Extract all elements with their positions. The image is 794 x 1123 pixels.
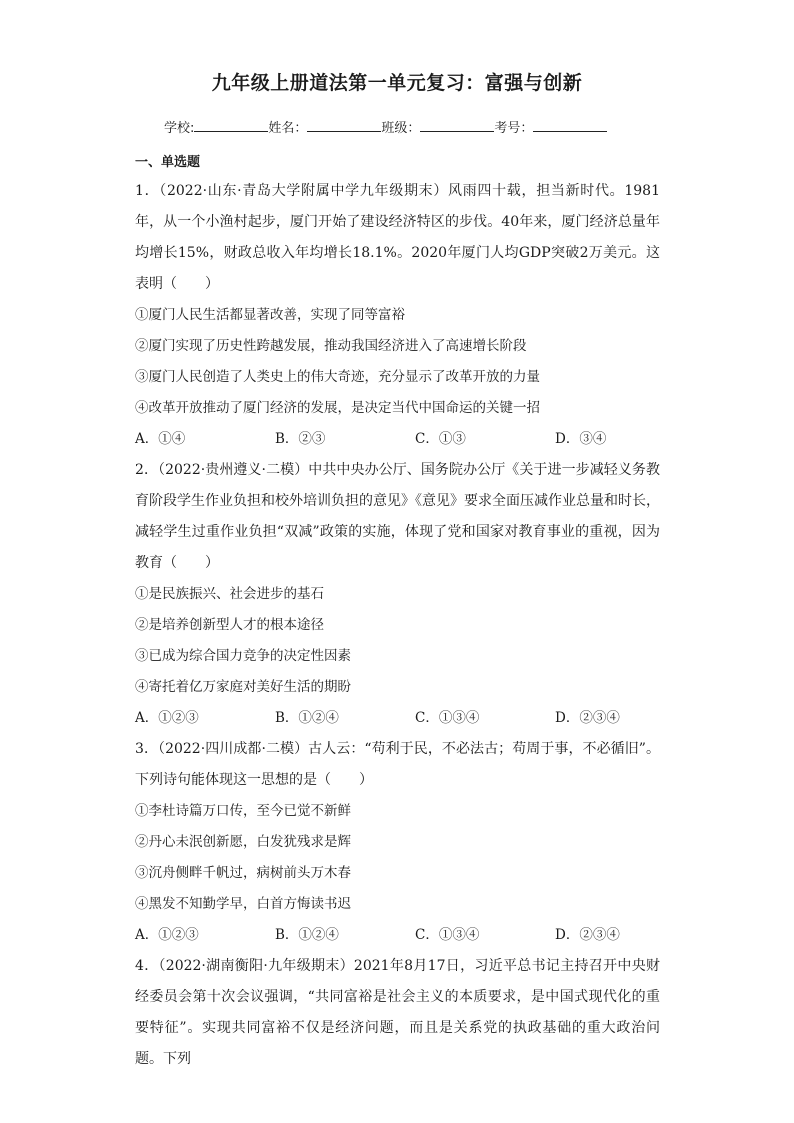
answer-choices: [135, 424, 660, 455]
choice-c[interactable]: C．①③④: [415, 710, 480, 726]
question-stem: 4．（2022·湖南衡阳·九年级期末）2021年8月17日，习近平总书记主持召开中央财经委员会第十次会议强调，“共同富裕是社会主义的本质要求，是中国式现代化的重要特征”。实现共同富裕不仅是经济问题，而且是关系党的执政基础的重大政治问题。下列: [135, 958, 660, 1067]
question-stem: 1．（2022·山东·青岛大学附属中学九年级期末）风雨四十载，担当新时代。1981年，从一个小渔村起步，厦门开始了建设经济特区的步伐。40年来，厦门经济总量年均增长15%，财政总收入年均增长18.1%。2020年厦门人均GDP突破2万美元。这表明（ ）: [135, 183, 660, 292]
statement-option: ④改革开放推动了厦门经济的发展，是决定当代中国命运的关键一招: [135, 400, 540, 416]
answer-choices: [135, 920, 660, 951]
class-blank[interactable]: [420, 119, 494, 132]
choice-b[interactable]: B．①②④: [275, 927, 339, 943]
statement-option: ④寄托着亿万家庭对美好生活的期盼: [135, 679, 351, 695]
class-label: 班级：: [381, 121, 421, 136]
question-stem: 3．（2022·四川成都·二模）古人云：“苟利于民，不必法古；苟周于事，不必循旧”。下列诗句能体现这一思想的是（ ）: [135, 741, 660, 788]
statement-option: ②丹心未泯创新愿，白发犹残求是辉: [135, 834, 351, 850]
question-1: [135, 176, 660, 455]
choice-d[interactable]: D．③④: [555, 431, 607, 447]
school-label: 学校:: [164, 121, 195, 136]
statement-option: ②是培养创新型人才的根本途径: [135, 617, 324, 633]
statement-option: ④黑发不知勤学早，白首方悔读书迟: [135, 896, 351, 912]
statement-option: ①是民族振兴、社会进步的基石: [135, 586, 324, 602]
statement-option: ②厦门实现了历史性跨越发展，推动我国经济进入了高速增长阶段: [135, 338, 527, 354]
school-blank[interactable]: [194, 119, 268, 132]
student-info-line: [164, 117, 607, 136]
page-title: 九年级上册道法第一单元复习：富强与创新: [211, 72, 583, 94]
answer-choices: [135, 703, 660, 734]
section-heading: 一、单选题: [135, 155, 201, 170]
name-label: 姓名：: [268, 121, 308, 136]
name-blank[interactable]: [307, 119, 381, 132]
exam-no-blank[interactable]: [533, 119, 607, 132]
question-4: [135, 951, 660, 1075]
choice-b[interactable]: B．①②④: [275, 710, 339, 726]
statement-option: ①李杜诗篇万口传，至今已觉不新鲜: [135, 803, 351, 819]
statement-option: ③已成为综合国力竞争的决定性因素: [135, 648, 351, 664]
choice-a[interactable]: A．①④: [135, 431, 186, 447]
question-stem: 2．（2022·贵州遵义·二模）中共中央办公厅、国务院办公厅《关于进一步减轻义务教育阶段学生作业负担和校外培训负担的意见》《意见》要求全面压减作业总量和时长，减轻学生过重作业负担“双减”政策的实施，体现了党和国家对教育事业的重视，因为教育（ ）: [135, 462, 660, 571]
choice-a[interactable]: A．①②③: [135, 710, 199, 726]
statement-option: ①厦门人民生活都显著改善，实现了同等富裕: [135, 307, 405, 323]
question-2: [135, 455, 660, 734]
choice-d[interactable]: D．②③④: [555, 927, 620, 943]
choice-d[interactable]: D．②③④: [555, 710, 620, 726]
exam-no-label: 考号：: [494, 121, 534, 136]
statement-option: ③沉舟侧畔千帆过，病树前头万木春: [135, 865, 351, 881]
choice-c[interactable]: C．①③: [415, 431, 466, 447]
choice-a[interactable]: A．①②③: [135, 927, 199, 943]
statement-option: ③厦门人民创造了人类史上的伟大奇迹，充分显示了改革开放的力量: [135, 369, 540, 385]
choice-c[interactable]: C．①③④: [415, 927, 480, 943]
question-3: [135, 734, 660, 951]
choice-b[interactable]: B．②③: [275, 431, 326, 447]
question-list: [135, 176, 660, 1075]
